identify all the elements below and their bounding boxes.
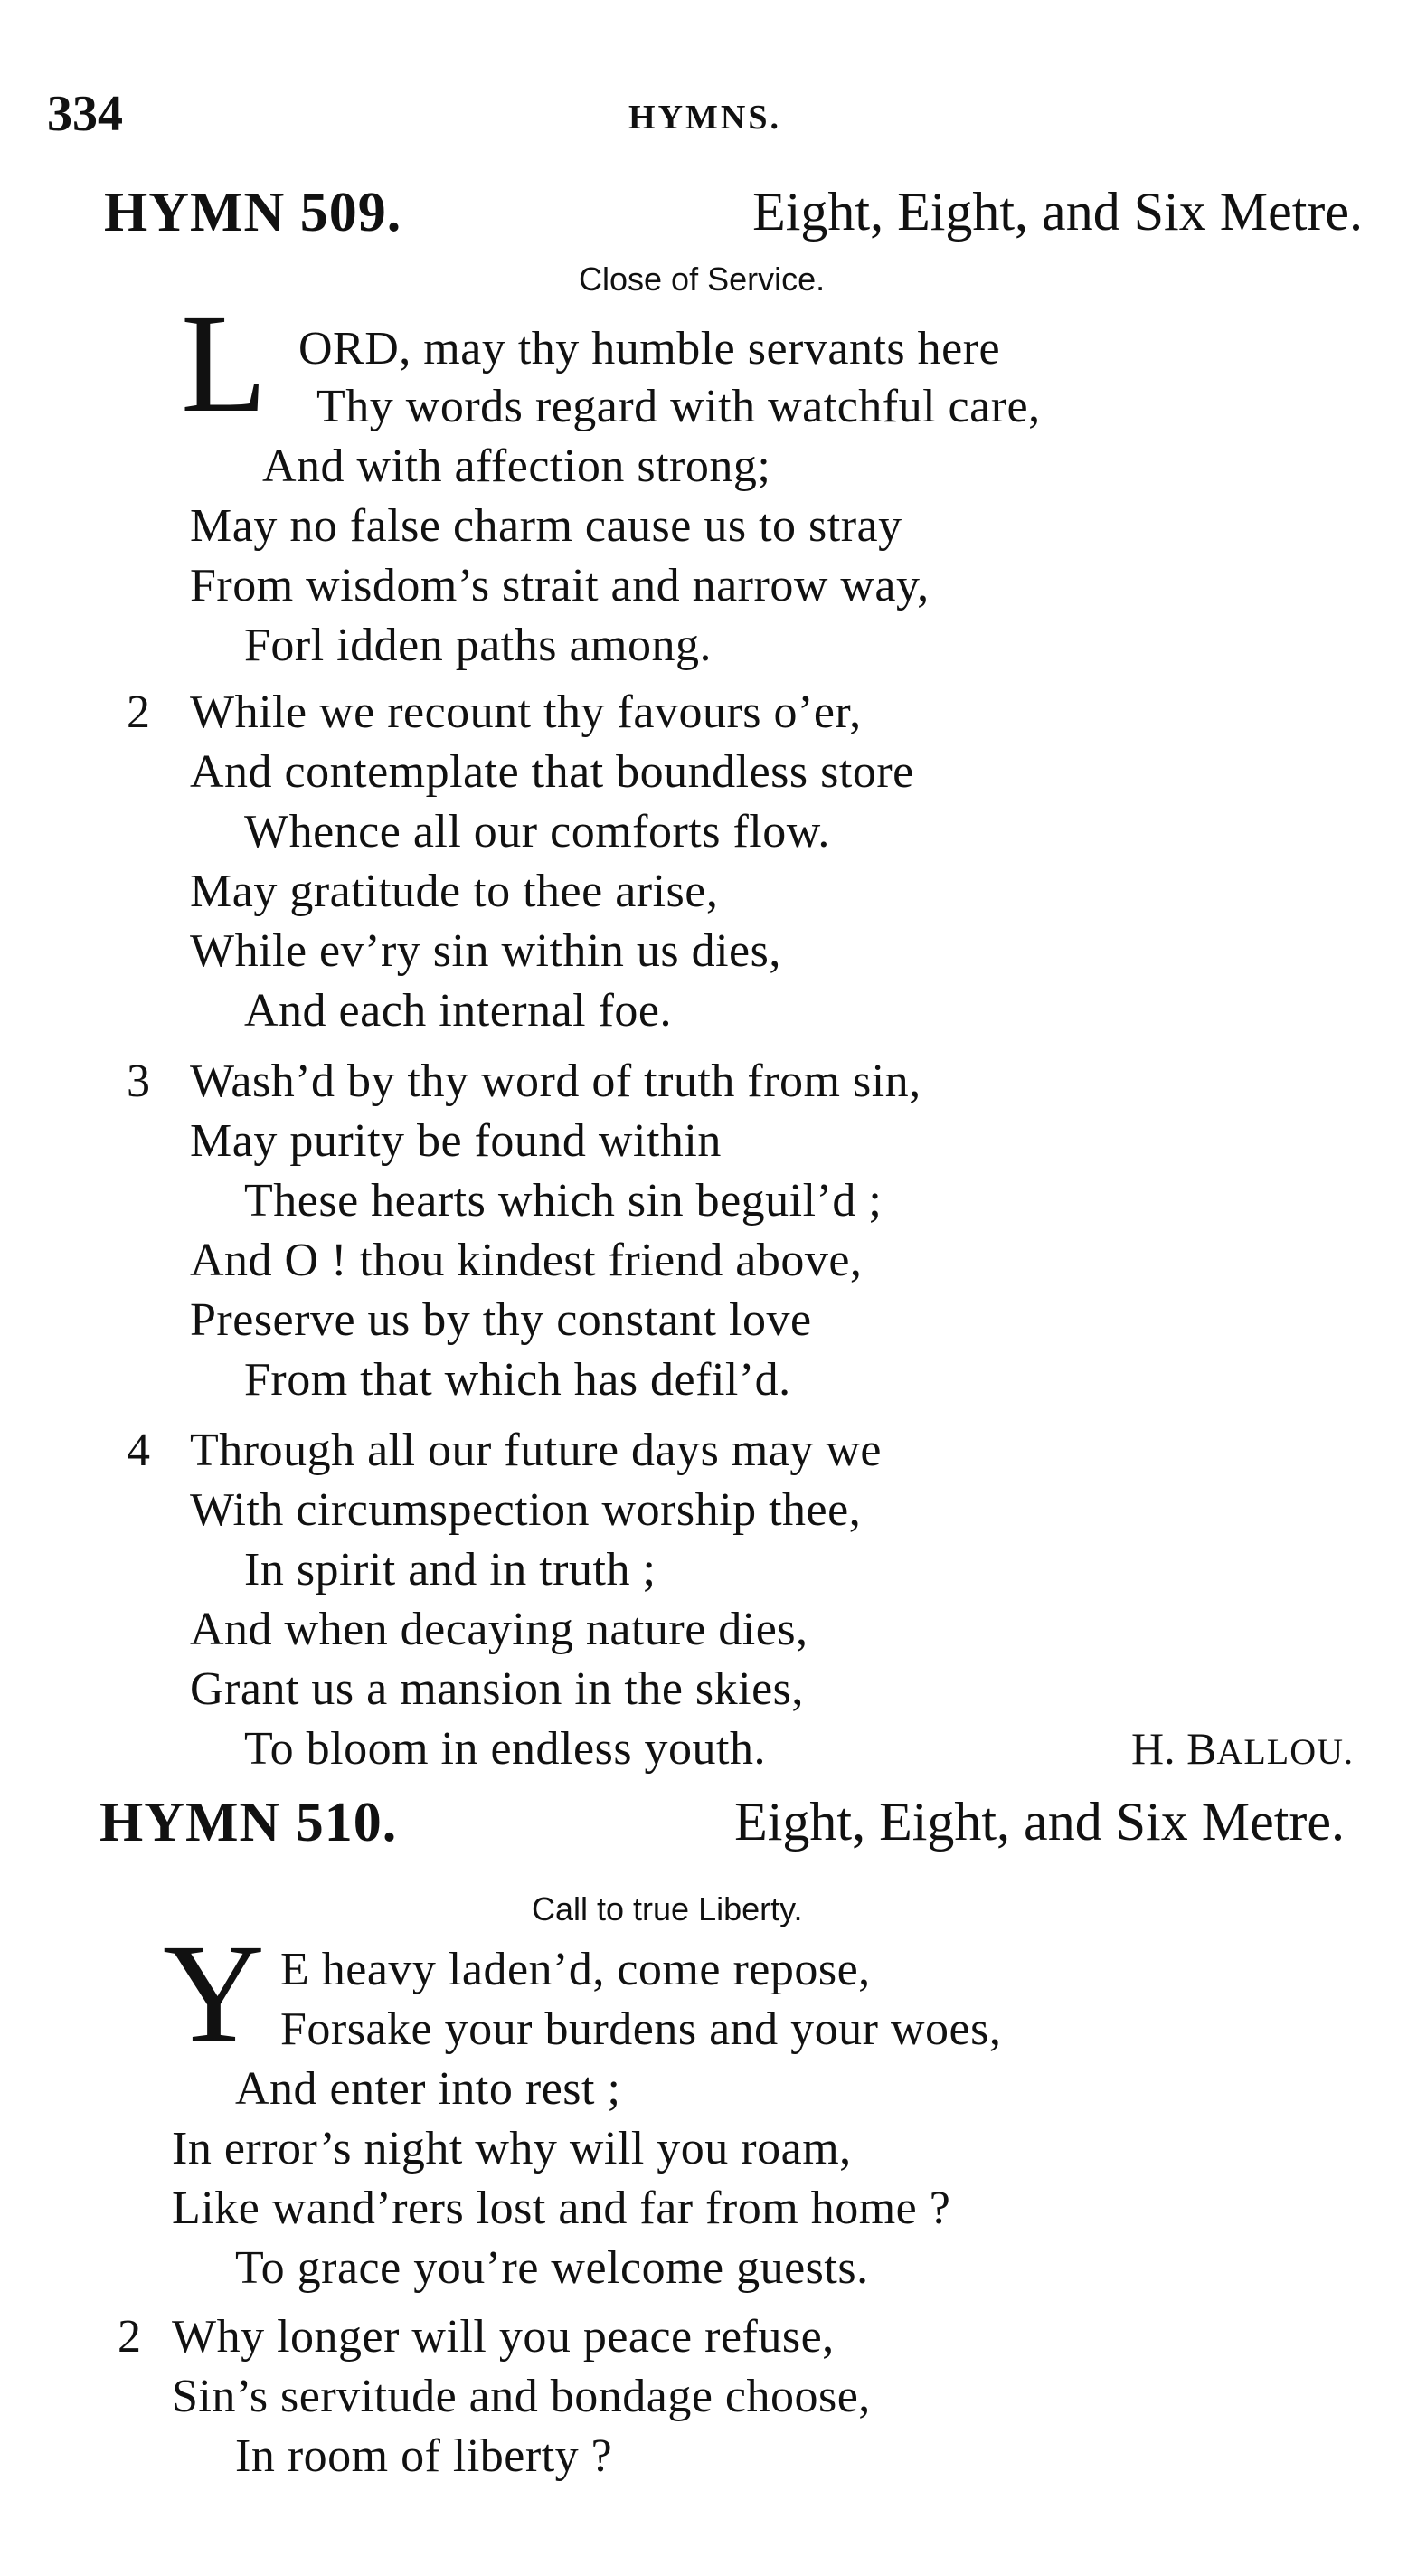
- verse-line: And with affection strong;: [262, 440, 771, 492]
- verse-line: Thy words regard with watchful care,: [316, 381, 1041, 432]
- verse-line: May purity be found within: [190, 1115, 722, 1167]
- running-title: HYMNS.: [628, 99, 781, 137]
- verse-line: And each internal foe.: [244, 985, 673, 1037]
- verse-line: And enter into rest ;: [235, 2063, 621, 2115]
- stanza-number: 2: [127, 687, 150, 738]
- author-initial: H. B: [1131, 1723, 1217, 1774]
- stanza-number: 2: [118, 2311, 141, 2363]
- verse-line: May no false charm cause us to stray: [190, 500, 902, 552]
- hymn-subtitle: Call to true Liberty.: [532, 1890, 803, 1927]
- stanza-number: 4: [127, 1425, 150, 1476]
- verse-line: From that which has defil’d.: [244, 1354, 791, 1406]
- verse-line: Forsake your burdens and your woes,: [280, 2003, 1002, 2055]
- hymn-subtitle: Close of Service.: [579, 260, 826, 298]
- verse-line: From wisdom’s strait and narrow way,: [190, 560, 930, 611]
- hymn-510-header: [99, 1791, 1345, 1863]
- author-surname: ALLOU.: [1216, 1731, 1354, 1772]
- verse-line: While ev’ry sin within us dies,: [190, 925, 781, 977]
- verse-line: In spirit and in truth ;: [244, 1544, 657, 1596]
- verse-line: With circumspection worship thee,: [190, 1484, 862, 1536]
- stanza-number: 3: [127, 1056, 150, 1107]
- verse-line: Whence all our comforts flow.: [244, 806, 830, 857]
- verse-line: Wash’d by thy word of truth from sin,: [190, 1056, 921, 1107]
- verse-line: Sin’s servitude and bondage choose,: [172, 2371, 871, 2422]
- drop-cap: L: [181, 285, 268, 441]
- verse-line: To bloom in endless youth.: [244, 1723, 767, 1775]
- verse-line: ORD, may thy humble servants here: [298, 323, 1001, 374]
- verse-line: Through all our future days may we: [190, 1425, 883, 1476]
- verse-line: And when decaying nature dies,: [190, 1604, 808, 1655]
- verse-line: Grant us a mansion in the skies,: [190, 1663, 804, 1715]
- verse-line: Forl idden paths among.: [244, 620, 713, 671]
- hymn-author: [1131, 1723, 1354, 1774]
- hymn-509-header: [104, 181, 1363, 253]
- verse-line: In room of liberty ?: [235, 2430, 613, 2482]
- verse-line: Preserve us by thy constant love: [190, 1294, 812, 1346]
- verse-line: These hearts which sin beguil’d ;: [244, 1175, 883, 1226]
- verse-line: E heavy laden’d, come repose,: [280, 1944, 871, 1995]
- hymn-number: HYMN 510.: [99, 1792, 398, 1853]
- verse-line: And contemplate that boundless store: [190, 746, 914, 798]
- verse-line: Like wand’rers lost and far from home ?: [172, 2183, 951, 2234]
- hymn-number: HYMN 509.: [104, 182, 402, 243]
- verse-line: And O ! thou kindest friend above,: [190, 1235, 863, 1286]
- drop-cap: Y: [163, 1915, 265, 2071]
- verse-line: Why longer will you peace refuse,: [172, 2311, 835, 2363]
- verse-line: To grace you’re welcome guests.: [235, 2242, 869, 2294]
- verse-line: In error’s night why will you roam,: [172, 2123, 852, 2174]
- page-number: 334: [47, 86, 123, 142]
- hymn-metre: Eight, Eight, and Six Metre.: [734, 1792, 1345, 1852]
- verse-line: May gratitude to thee arise,: [190, 866, 719, 917]
- running-head: [47, 85, 1363, 157]
- hymn-metre: Eight, Eight, and Six Metre.: [752, 182, 1363, 242]
- verse-line: While we recount thy favours o’er,: [190, 687, 862, 738]
